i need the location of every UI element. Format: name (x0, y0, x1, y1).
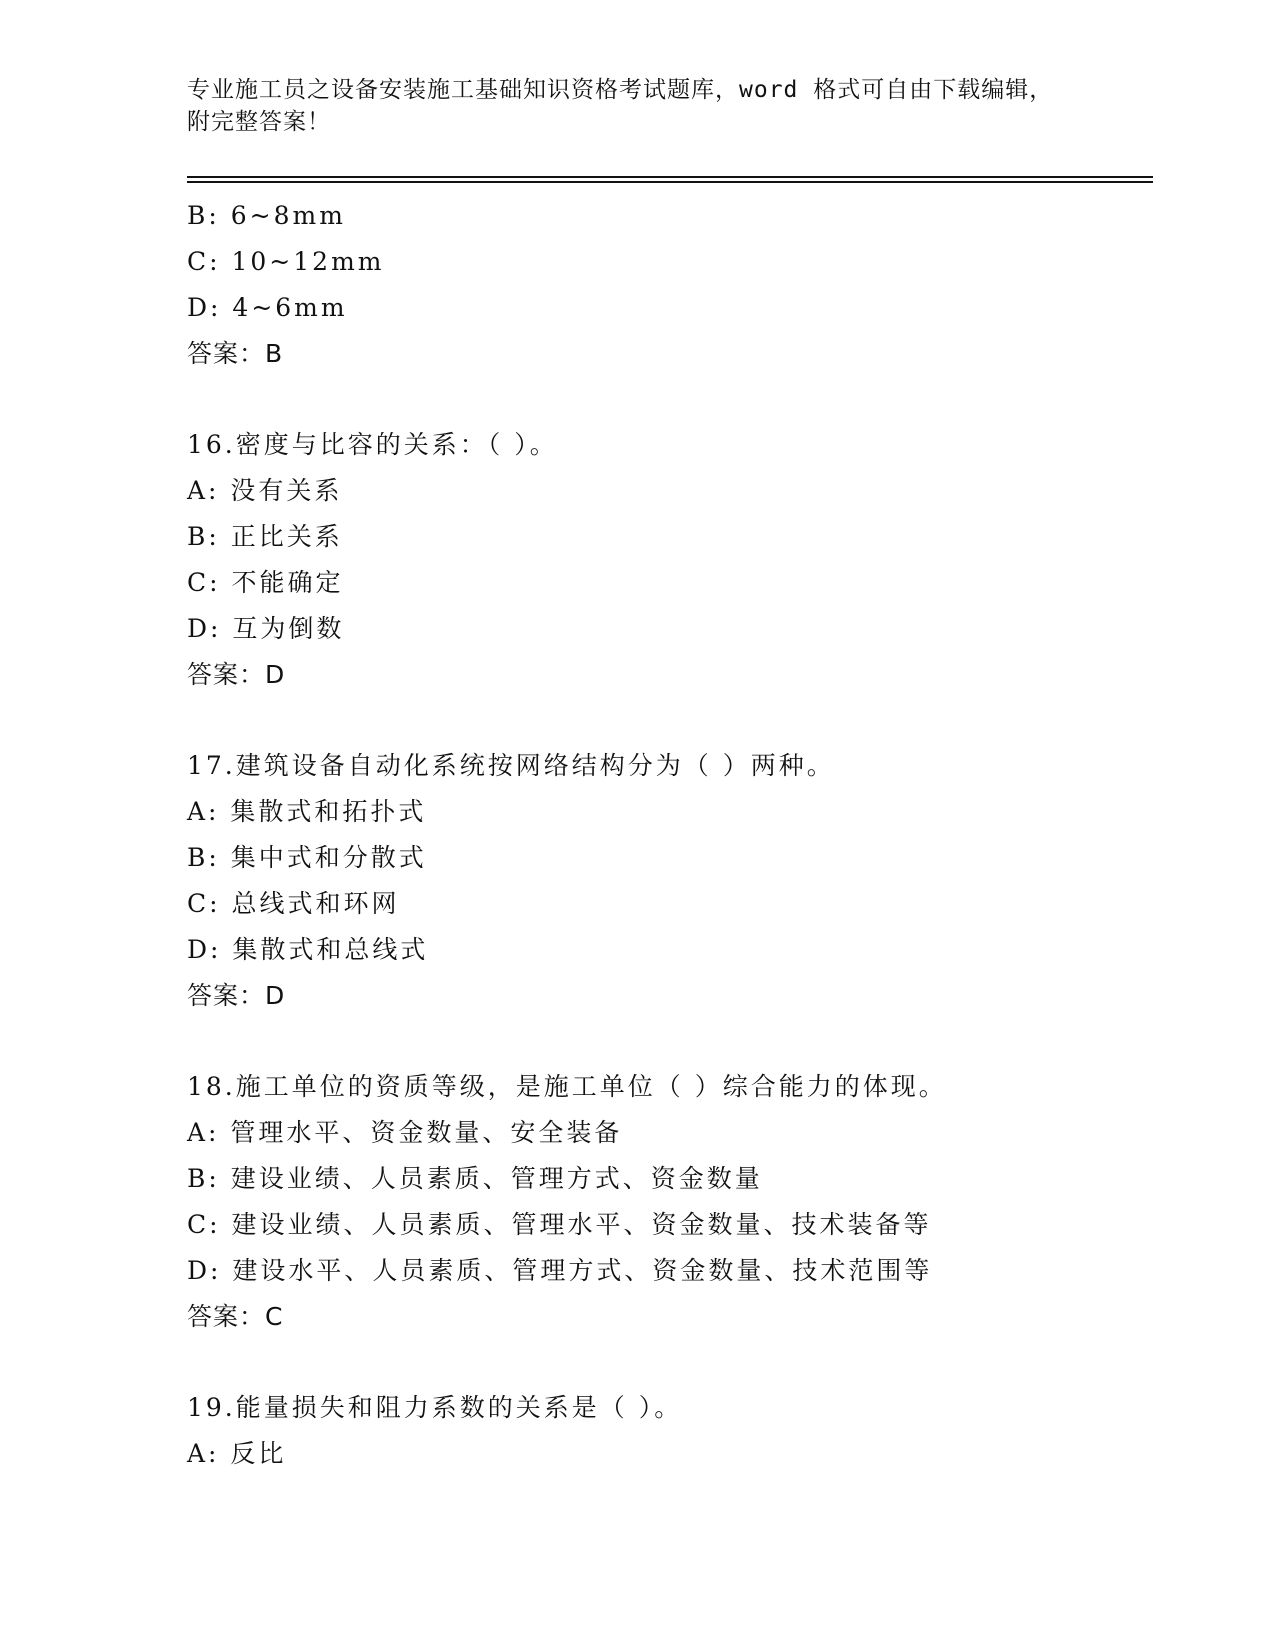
question-19 (187, 1385, 1153, 1477)
question-text: 18.施工单位的资质等级，是施工单位（ ）综合能力的体现。 (187, 1072, 947, 1101)
option-a: A: 没有关系 (187, 476, 343, 505)
spacer (187, 698, 1153, 743)
question-text: 17.建筑设备自动化系统按网络结构分为（ ）两种。 (187, 751, 835, 780)
header-line-1: 专业施工员之设备安装施工基础知识资格考试题库，word 格式可自由下载编辑， (187, 77, 1054, 103)
question-18 (187, 1064, 1153, 1340)
option-c: C: 总线式和环网 (187, 889, 400, 918)
answer: 答案：B (187, 339, 284, 368)
option-b: B: 正比关系 (187, 522, 343, 551)
option-a: A: 反比 (187, 1439, 287, 1468)
header-divider-bottom (187, 181, 1153, 183)
answer: 答案：D (187, 660, 286, 689)
option-c: C: 不能确定 (187, 568, 344, 597)
question-16 (187, 422, 1153, 698)
spacer (187, 1340, 1153, 1385)
option-b: B: 集中式和分散式 (187, 843, 427, 872)
question-text: 19.能量损失和阻力系数的关系是（ ）。 (187, 1393, 683, 1422)
option-c: C: 10~12mm (187, 247, 385, 276)
answer: 答案：C (187, 1302, 284, 1331)
option-d: D: 集散式和总线式 (187, 935, 429, 964)
question-text: 16.密度与比容的关系：（ ）。 (187, 430, 558, 459)
option-a: A: 集散式和拓扑式 (187, 797, 427, 826)
answer: 答案：D (187, 981, 286, 1010)
question-17 (187, 743, 1153, 1019)
option-d: D: 建设水平、人员素质、管理方式、资金数量、技术范围等 (187, 1256, 933, 1285)
option-d: D: 4~6mm (187, 293, 348, 322)
header-divider-top (187, 176, 1153, 178)
option-b: B: 6~8mm (187, 201, 346, 230)
question-list (187, 193, 1153, 1477)
document-header (187, 74, 1087, 138)
header-line-2: 附完整答案！ (187, 109, 331, 135)
spacer (187, 377, 1153, 422)
option-b: B: 建设业绩、人员素质、管理方式、资金数量 (187, 1164, 763, 1193)
option-a: A: 管理水平、资金数量、安全装备 (187, 1118, 623, 1147)
spacer (187, 1019, 1153, 1064)
option-d: D: 互为倒数 (187, 614, 345, 643)
question-15-partial (187, 193, 1153, 377)
option-c: C: 建设业绩、人员素质、管理水平、资金数量、技术装备等 (187, 1210, 932, 1239)
